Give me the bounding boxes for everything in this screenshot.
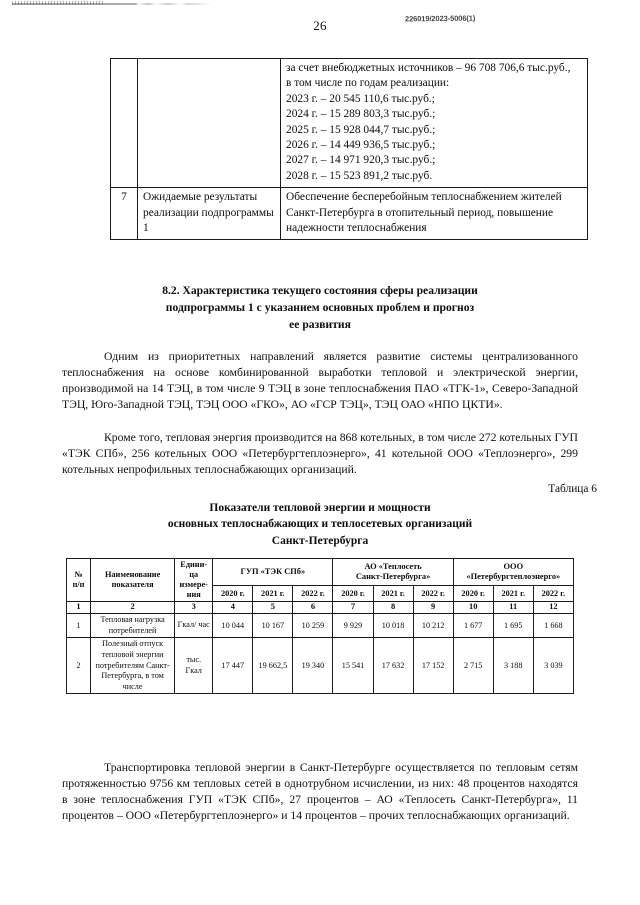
header-year: 2020 г. xyxy=(453,586,493,601)
section-heading-line: подпрограммы 1 с указанием основных проблем и прогноз xyxy=(165,300,475,314)
funding-line: 2026 г. – 14 449 936,5 тыс.руб.; xyxy=(286,138,436,151)
header-group-tek-spb: ГУП «ТЭК СПб» xyxy=(213,559,333,586)
header-text: ца xyxy=(189,569,199,579)
header-year: 2022 г. xyxy=(293,586,333,601)
header-text: АО «Теплосеть xyxy=(364,562,422,572)
cell-value: 2 715 xyxy=(453,638,493,694)
header-group-teploset-spb xyxy=(333,559,453,586)
header-text: ООО xyxy=(503,562,524,572)
column-number: 7 xyxy=(333,601,373,613)
table-row xyxy=(111,188,588,240)
funding-line: 2024 г. – 15 289 803,3 тыс.руб.; xyxy=(286,108,436,121)
header-year: 2021 г. xyxy=(373,586,413,601)
column-number: 12 xyxy=(533,601,573,613)
column-number: 8 xyxy=(373,601,413,613)
header-group-peterburgteploenergo xyxy=(453,559,573,586)
funding-line: за счет внебюджетных источников – 96 708 706,6 тыс.руб., xyxy=(286,62,571,74)
header-year: 2020 г. xyxy=(333,586,373,601)
cell-value: 17 632 xyxy=(373,638,413,694)
section-heading-line: ее развития xyxy=(289,317,351,331)
header-row-number xyxy=(67,559,91,602)
cell-value: 10 018 xyxy=(373,613,413,637)
cell-value: 17 152 xyxy=(413,638,453,694)
cell-value: 1 668 xyxy=(533,613,573,637)
header-year: 2021 г. xyxy=(253,586,293,601)
cell-value: 10 259 xyxy=(293,613,333,637)
column-number: 6 xyxy=(293,601,333,613)
header-text: Едини- xyxy=(180,560,208,569)
funding-line: 2023 г. – 20 545 110,6 тыс.руб.; xyxy=(286,92,435,105)
funding-line: 2025 г. – 15 928 044,7 тыс.руб.; xyxy=(286,123,436,136)
table-caption-number: Таблица 6 xyxy=(548,483,597,495)
column-number: 1 xyxy=(67,601,91,613)
data-table-title-line: Санкт-Петербурга xyxy=(271,534,369,547)
funding-line: в том числе по годам реализации: xyxy=(286,77,450,90)
table-header-row-groups xyxy=(67,559,574,586)
paragraph-chp-generation: Одним из приоритетных направлений является развитие системы централизованного теплоснабжения на основе комбинированной выработки тепловой и электрической энергии, производимой на 14 ТЭЦ, в том числе 9 ТЭЦ в зоне теплоснабжения ПАО «ТГК-1», Северо-Западной ТЭЦ, Юго-Западной ТЭЦ, ТЭЦ ООО «ГКО», АО «ГСР ТЭЦ», ТЭЦ ОАО «НПО ЦКТИ». xyxy=(62,349,578,412)
heat-energy-indicators-table xyxy=(66,558,574,694)
column-number: 9 xyxy=(413,601,453,613)
header-year: 2020 г. xyxy=(213,586,253,601)
header-year: 2021 г. xyxy=(493,586,533,601)
row-value-cell xyxy=(281,59,588,188)
paragraph-heat-networks: Транспортировка тепловой энергии в Санкт-Петербурге осуществляется по тепловым сетям протяженностью 9756 км тепловых сетей в однотрубном исчислении, из них: 48 процентов находятся в зоне теплоснабжения ГУП «ТЭК СПб», 27 процентов – АО «Теплосеть Санкт-Петербурга», 11 процентов – ООО «Петербургтеплоэнерго» и 14 процентов – прочих теплоснабжающих организаций. xyxy=(62,760,578,823)
paragraph-boiler-houses: Кроме того, тепловая энергия производится на 868 котельных, в том числе 272 котельных ГУП «ТЭК СПб», 256 котельных ООО «Петербургтеплоэнерго», 41 котельной ООО «Теплоэнерго», 299 котельных непрофильных теплоснабжающих организаций. xyxy=(62,430,578,477)
funding-line: 2027 г. – 14 971 920,3 тыс.руб.; xyxy=(286,154,436,167)
program-parameters-table xyxy=(110,58,588,240)
funding-line: 2028 г. – 15 523 891,2 тыс.руб. xyxy=(286,169,433,182)
header-text: измере- xyxy=(179,579,208,589)
header-year: 2022 г. xyxy=(533,586,573,601)
header-text: п/п xyxy=(72,579,85,589)
cell-indicator-name: Полезный отпуск тепловой энергии потребителям Санкт-Петербурга, в том числе xyxy=(91,638,175,694)
table-row xyxy=(67,638,574,694)
column-number: 11 xyxy=(493,601,533,613)
header-year: 2022 г. xyxy=(413,586,453,601)
cell-value: 10 044 xyxy=(213,613,253,637)
cell-value: 10 212 xyxy=(413,613,453,637)
cell-value: 9 929 xyxy=(333,613,373,637)
header-text: показателя xyxy=(111,579,154,589)
cell-value: 10 167 xyxy=(253,613,293,637)
data-table-title-line: основных теплоснабжающих и теплосетевых организаций xyxy=(167,518,473,531)
cell-value: 19 662,5 xyxy=(253,638,293,694)
row-value-cell: Обеспечение бесперебойным теплоснабжением жителей Санкт-Петербурга в отопительный период, повышение надежности теплоснабжения xyxy=(281,188,588,240)
cell-unit: Гкал/ час xyxy=(175,613,213,637)
row-name-cell: Ожидаемые результаты реализации подпрограммы 1 xyxy=(138,188,281,240)
column-number: 10 xyxy=(453,601,493,613)
column-number: 5 xyxy=(253,601,293,613)
cell-value: 17 447 xyxy=(213,638,253,694)
header-text: Наименование xyxy=(104,569,161,579)
data-table-title-line: Показатели тепловой энергии и мощности xyxy=(209,502,431,514)
row-number-cell xyxy=(111,59,138,188)
column-number: 2 xyxy=(91,601,175,613)
cell-row-number: 1 xyxy=(67,613,91,637)
header-indicator-name xyxy=(91,559,175,602)
document-registration-stamp: 226019/2023-5006(1) xyxy=(404,13,476,24)
cell-unit: тыс. Гкал xyxy=(175,638,213,694)
cell-value: 15 541 xyxy=(333,638,373,694)
cell-indicator-name: Тепловая нагрузка потребителей xyxy=(91,613,175,637)
row-name-cell xyxy=(138,59,281,188)
header-text: Санкт-Петербурга» xyxy=(355,572,431,582)
table-column-number-row xyxy=(67,601,574,613)
header-text: ния xyxy=(186,589,201,599)
header-text: № xyxy=(74,569,83,579)
page-number: 26 xyxy=(313,18,327,33)
table-row xyxy=(111,59,588,188)
cell-value: 19 340 xyxy=(293,638,333,694)
cell-value: 1 677 xyxy=(453,613,493,637)
cell-value: 3 188 xyxy=(493,638,533,694)
header-unit-of-measure xyxy=(175,559,213,602)
cell-value: 1 695 xyxy=(493,613,533,637)
cell-value: 3 039 xyxy=(533,638,573,694)
cell-row-number: 2 xyxy=(67,638,91,694)
section-heading-line: 8.2. Характеристика текущего состояния сферы реализации xyxy=(162,284,478,297)
section-heading xyxy=(95,283,545,334)
data-table-title xyxy=(70,500,570,549)
column-number: 3 xyxy=(175,601,213,613)
header-text: «Петербургтеплоэнерго» xyxy=(466,572,561,582)
table-row xyxy=(67,613,574,637)
column-number: 4 xyxy=(213,601,253,613)
row-number-cell: 7 xyxy=(111,188,138,240)
scan-artifact-dashes xyxy=(12,1,104,5)
